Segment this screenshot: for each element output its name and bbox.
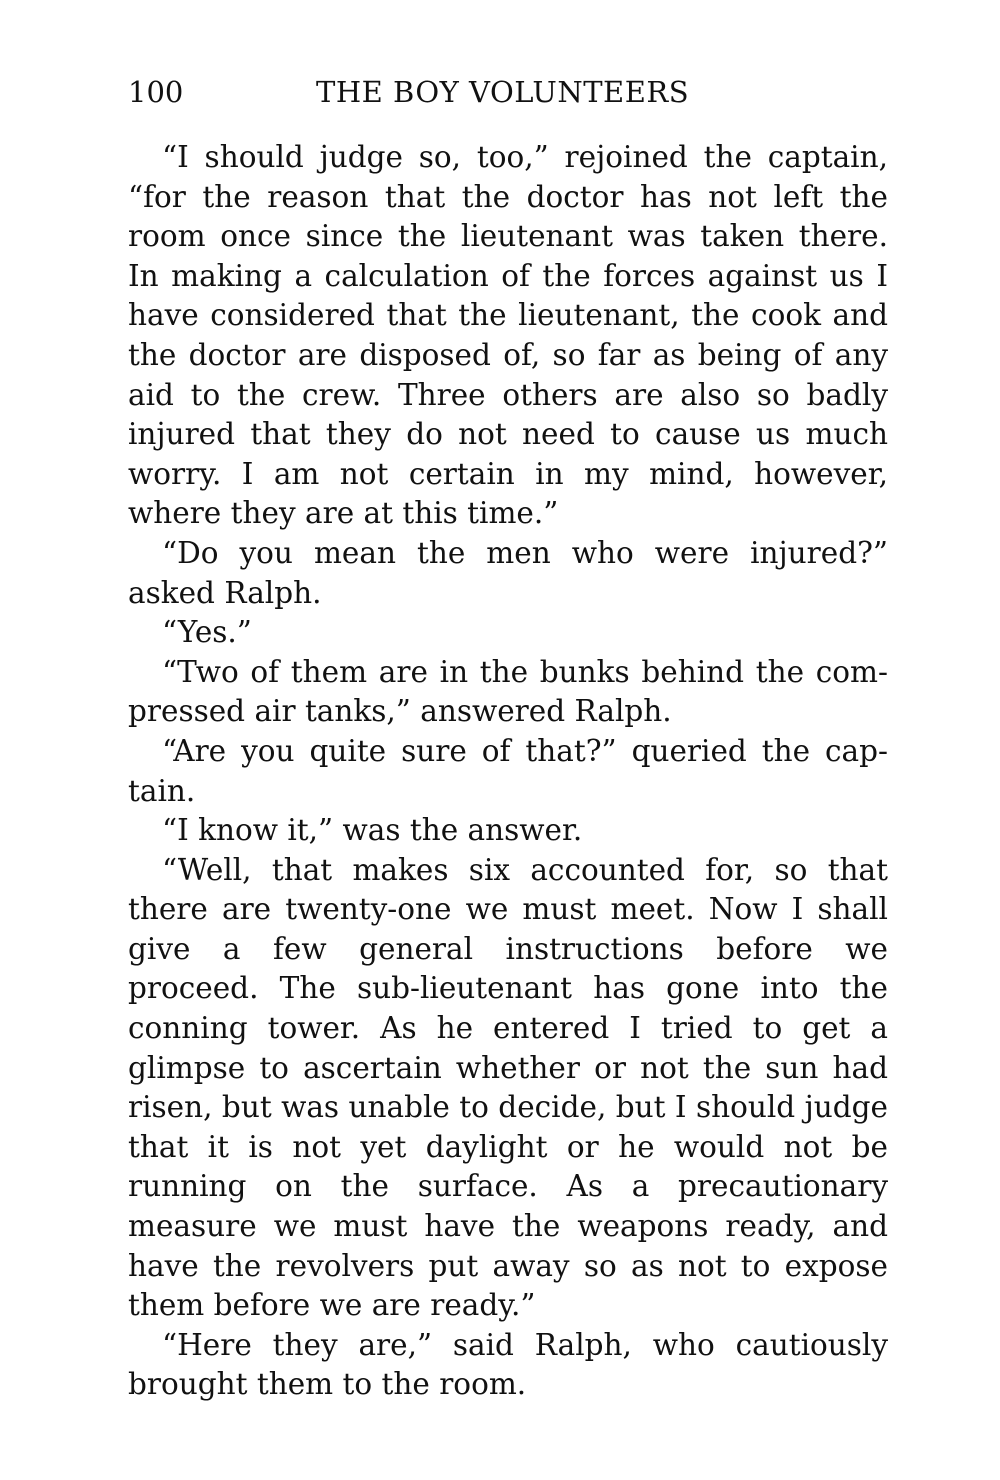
paragraph: “Two of them are in the bunks behind the compressed air tanks,” answered Ralph. bbox=[128, 654, 888, 729]
paragraph: “Are you quite sure of that?” queried the captain. bbox=[128, 733, 888, 808]
paragraph: “Well, that makes six accounted for, so that there are twenty-one we must meet. Now I shall give a few general instructions before we proceed. The sub-lieutenant has gone into the conning tower. As he entered I tried to get a glimpse to ascertain whether or not the sun had risen, but was unable to decide, but I should judge that it is not yet daylight or he would not be running on the surface. As a precautionary measure we must have the weapons ready, and have the revolvers put away so as not to expose them before we are ready.” bbox=[128, 852, 888, 1323]
running-head: THE BOY VOLUNTEERS bbox=[316, 75, 690, 109]
paragraph: “Do you mean the men who were injured?” asked Ralph. bbox=[128, 535, 888, 610]
body-text bbox=[128, 138, 888, 1405]
paragraph: “I know it,” was the answer. bbox=[162, 813, 583, 848]
paragraph: “I should judge so, too,” rejoined the captain, “for the reason that the doctor has not left the room once since the lieutenant was taken there. In making a calculation of the forces against us I have considered that the lieutenant, the cook and the doctor are disposed of, so far as being of any aid to the crew. Three others are also so badly injured that they do not need to cause us much worry. I am not certain in my mind, however, where they are at this time.” bbox=[128, 140, 888, 531]
paragraph: “Here they are,” said Ralph, who cautiously brought them to the room. bbox=[128, 1327, 888, 1402]
page-header bbox=[128, 72, 888, 112]
page-number: 100 bbox=[128, 75, 184, 109]
paragraph: “Yes.” bbox=[162, 615, 252, 650]
